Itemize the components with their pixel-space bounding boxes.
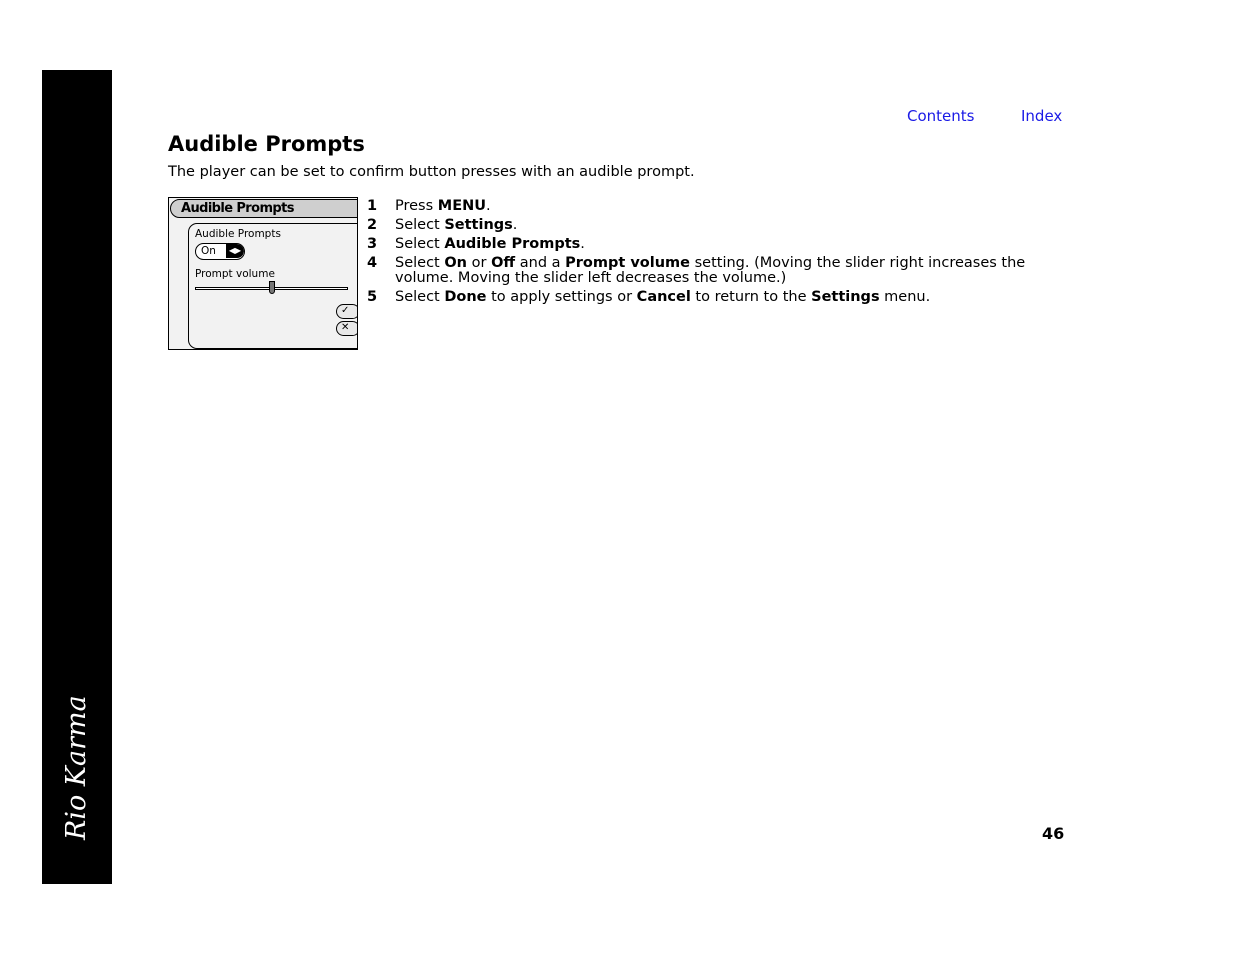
prompt-volume-label: Prompt volume — [195, 268, 275, 280]
page-number: 46 — [1042, 824, 1065, 843]
page-title: Audible Prompts — [168, 132, 365, 156]
x-icon: ✕ — [336, 321, 358, 336]
step-keyword: Done — [444, 289, 487, 305]
device-settings-panel — [188, 223, 358, 349]
step-text: . — [512, 217, 518, 233]
index-link[interactable]: Index — [1021, 107, 1063, 125]
step-item — [367, 218, 1067, 233]
step-number: 1 — [367, 198, 378, 214]
step-number: 4 — [367, 255, 378, 271]
steps-list — [367, 199, 1067, 309]
step-text: to return to the — [690, 289, 812, 305]
step-number: 5 — [367, 289, 378, 305]
audible-prompts-label: Audible Prompts — [195, 228, 281, 240]
step-keyword: Settings — [811, 289, 880, 305]
toggle-value: On — [201, 245, 216, 257]
device-screenshot — [168, 197, 358, 350]
step-item — [367, 256, 1067, 286]
brand-label: Rio Karma — [61, 695, 92, 840]
step-item — [367, 290, 1067, 305]
step-text: Select — [395, 236, 445, 252]
intro-text: The player can be set to confirm button presses with an audible prompt. — [168, 164, 695, 180]
step-keyword: Prompt volume — [565, 255, 690, 271]
step-text: Select — [395, 255, 445, 271]
contents-link[interactable]: Contents — [907, 107, 975, 125]
audible-prompts-toggle — [195, 243, 245, 260]
step-text: Press — [395, 198, 438, 214]
step-text: . — [486, 198, 491, 214]
step-text: Select — [395, 217, 445, 233]
step-text: . — [580, 236, 585, 252]
step-keyword: Audible Prompts — [444, 236, 581, 252]
step-text: setting. (Moving the slider right increases the volume. Moving the slider left decreases the volume.) — [395, 255, 1026, 286]
step-text: menu. — [879, 289, 931, 305]
step-item — [367, 237, 1067, 252]
step-text: to apply settings or — [486, 289, 637, 305]
device-title: Audible Prompts — [181, 201, 294, 216]
step-text: and a — [515, 255, 566, 271]
step-item — [367, 199, 1067, 214]
step-number: 3 — [367, 236, 378, 252]
volume-slider-thumb — [269, 281, 275, 294]
step-keyword: On — [444, 255, 467, 271]
step-text: Select — [395, 289, 445, 305]
step-keyword: Off — [491, 255, 516, 271]
device-title-bar — [170, 199, 358, 218]
left-right-arrows-icon: ◀▶ — [226, 244, 244, 258]
step-number: 2 — [367, 217, 378, 233]
step-text: or — [467, 255, 492, 271]
checkmark-icon: ✓ — [336, 304, 358, 319]
step-keyword: MENU — [437, 198, 487, 214]
step-keyword: Cancel — [636, 289, 691, 305]
step-keyword: Settings — [444, 217, 513, 233]
